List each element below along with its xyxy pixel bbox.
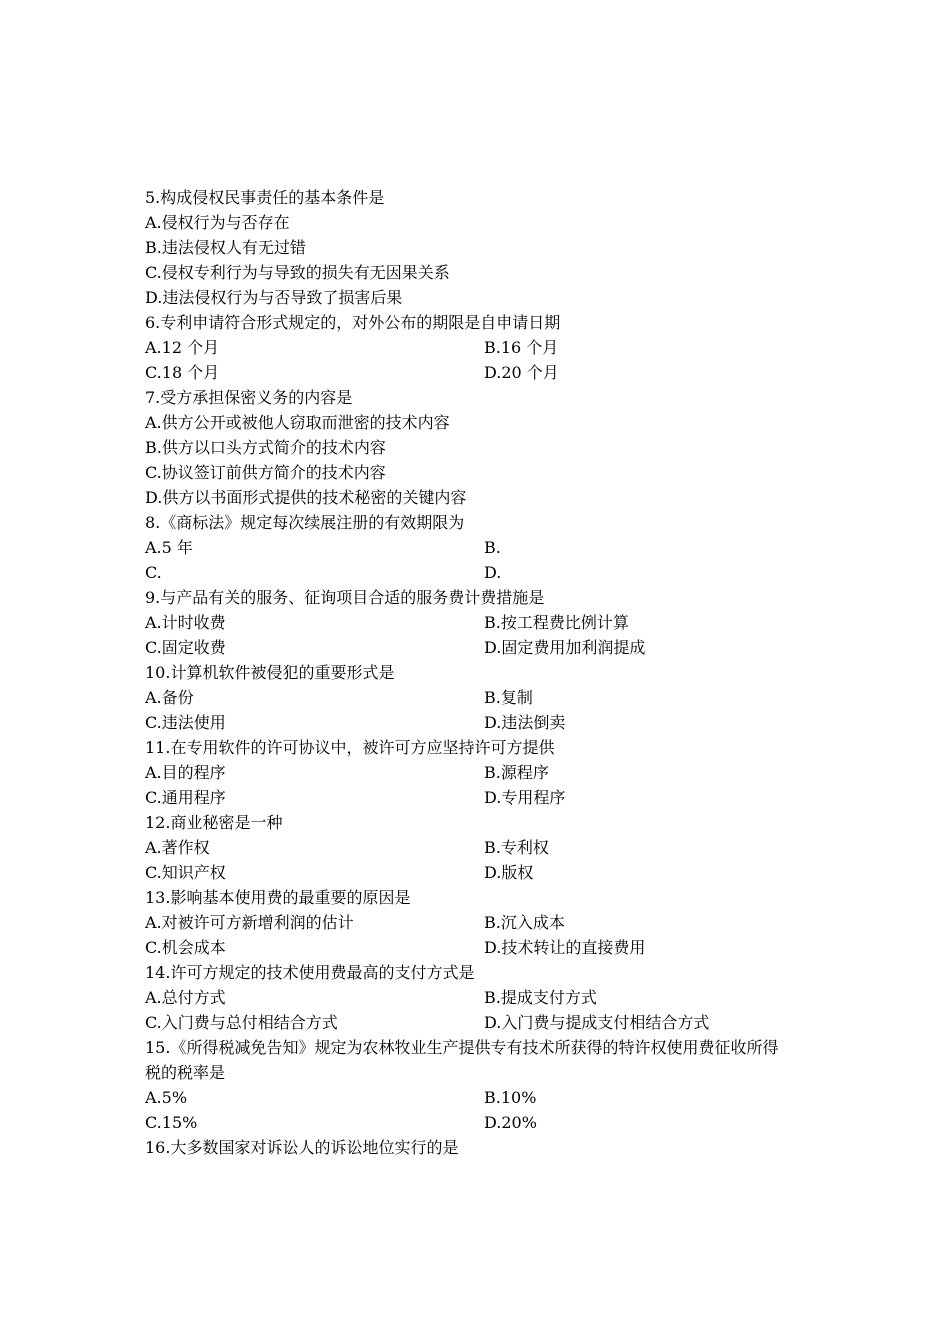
question-stem: 16.大多数国家对诉讼人的诉讼地位实行的是 [145,1138,459,1157]
question-stem: 13.影响基本使用费的最重要的原因是 [145,888,411,907]
option-row [145,535,815,560]
option: D.技术转让的直接费用 [484,938,646,957]
option: D.供方以书面形式提供的技术秘密的关键内容 [145,488,467,507]
option: A.供方公开或被他人窃取而泄密的技术内容 [145,413,450,432]
question-stem: 6.专利申请符合形式规定的，对外公布的期限是自申请日期 [145,313,561,332]
option-row [145,335,815,360]
option: C.入门费与总付相结合方式 [145,1013,338,1032]
option: C.知识产权 [145,863,226,882]
option: C.通用程序 [145,788,226,807]
option: B.16 个月 [484,338,559,357]
option: B.违法侵权人有无过错 [145,238,306,257]
question-stem: 8.《商标法》规定每次续展注册的有效期限为 [145,513,465,532]
option: C.机会成本 [145,938,226,957]
option: D.违法侵权行为与否导致了损害后果 [145,288,403,307]
option: A.目的程序 [145,763,226,782]
option: A.备份 [145,688,194,707]
option-row [145,835,815,860]
option: C. [145,563,162,582]
option: D.20 个月 [484,363,559,382]
question-stem: 10.计算机软件被侵犯的重要形式是 [145,663,395,682]
option: C.侵权专利行为与导致的损失有无因果关系 [145,263,450,282]
option: A.12 个月 [145,338,220,357]
option: D.入门费与提成支付相结合方式 [484,1013,710,1032]
option: D.专用程序 [484,788,566,807]
option: C.违法使用 [145,713,226,732]
question-stem: 14.许可方规定的技术使用费最高的支付方式是 [145,963,475,982]
question-stem: 9.与产品有关的服务、征询项目合适的服务费计费措施是 [145,588,545,607]
option-row [145,760,815,785]
option-row [145,360,815,385]
option: B.专利权 [484,838,549,857]
option-row [145,685,815,710]
option-row [145,1110,815,1135]
option: A.5 年 [145,538,193,557]
question-stem: 15.《所得税减免告知》规定为农林牧业生产提供专有技术所获得的特许权使用费征收所得 [145,1038,779,1057]
option-row [145,1010,815,1035]
option: A.侵权行为与否存在 [145,213,290,232]
question-list [145,185,815,1160]
option: D.版权 [484,863,534,882]
option: B.按工程费比例计算 [484,613,629,632]
question-stem: 5.构成侵权民事责任的基本条件是 [145,188,385,207]
option-row [145,785,815,810]
option: A.5% [145,1088,188,1107]
question-stem: 7.受方承担保密义务的内容是 [145,388,353,407]
option: B.复制 [484,688,533,707]
option: D.固定费用加利润提成 [484,638,646,657]
option: B.源程序 [484,763,549,782]
option: B.供方以口头方式简介的技术内容 [145,438,386,457]
question-stem: 12.商业秘密是一种 [145,813,283,832]
option-row [145,560,815,585]
option: B.沉入成本 [484,913,565,932]
option: D. [484,563,502,582]
option: B.提成支付方式 [484,988,597,1007]
option: A.总付方式 [145,988,226,1007]
option: C.18 个月 [145,363,220,382]
question-stem-continuation: 税的税率是 [145,1063,226,1082]
option: C.固定收费 [145,638,226,657]
option: A.著作权 [145,838,210,857]
option-row [145,1085,815,1110]
option: C.协议签订前供方简介的技术内容 [145,463,386,482]
option-row [145,985,815,1010]
option: B.10% [484,1088,537,1107]
option: A.计时收费 [145,613,226,632]
option-row [145,635,815,660]
option: D.违法倒卖 [484,713,566,732]
option: C.15% [145,1113,198,1132]
option: A.对被许可方新增利润的估计 [145,913,354,932]
option: B. [484,538,501,557]
question-stem: 11.在专用软件的许可协议中，被许可方应坚持许可方提供 [145,738,555,757]
option: D.20% [484,1113,537,1132]
option-row [145,610,815,635]
option-row [145,910,815,935]
option-row [145,860,815,885]
option-row [145,935,815,960]
option-row [145,710,815,735]
